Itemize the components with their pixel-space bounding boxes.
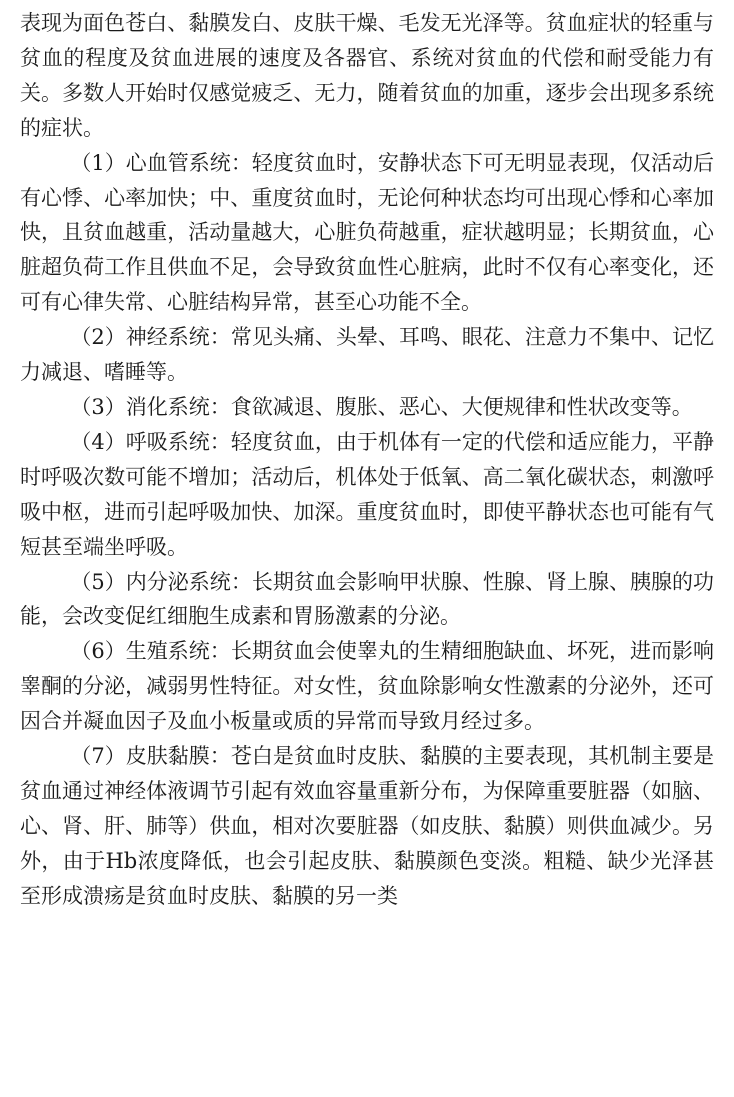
paragraph-nervous: （2）神经系统：常见头痛、头晕、耳鸣、眼花、注意力不集中、记忆力减退、嗜睡等。 [20,325,714,385]
paragraph-reproductive: （6）生殖系统：长期贫血会使睾丸的生精细胞缺血、坏死，进而影响睾酮的分泌，减弱男性特征。对女性，贫血除影响女性激素的分泌外，还可因合并凝血因子及血小板量或质的异常而导致月经过多。 [20,639,714,734]
paragraph-endocrine: （5）内分泌系统：长期贫血会影响甲状腺、性腺、肾上腺、胰腺的功能，会改变促红细胞生成素和胃肠激素的分泌。 [20,569,714,629]
paragraph-digestive: （3）消化系统：食欲减退、腹胀、恶心、大便规律和性状改变等。 [70,394,693,419]
paragraph-respiratory: （4）呼吸系统：轻度贫血，由于机体有一定的代偿和适应能力，平静时呼吸次数可能不增加；活动后，机体处于低氧、高二氧化碳状态，刺激呼吸中枢，进而引起呼吸加快、加深。重度贫血时，即使平静状态也可能有气短甚至端坐呼吸。 [20,429,714,559]
paragraph-continuation: 表现为面色苍白、黏膜发白、皮肤干燥、毛发无光泽等。贫血症状的轻重与贫血的程度及贫血进展的速度及各器官、系统对贫血的代偿和耐受能力有关。多数人开始时仅感觉疲乏、无力，随着贫血的加重，逐步会出现多系统的症状。 [20,11,714,140]
paragraph-cardiovascular: （1）心血管系统：轻度贫血时，安静状态下可无明显表现，仅活动后有心悸、心率加快；中、重度贫血时，无论何种状态均可出现心悸和心率加快，且贫血越重，活动量越大，心脏负荷越重，症状越明显；长期贫血，心脏超负荷工作且供血不足，会导致贫血性心脏病，此时不仅有心率变化，还可有心律失常、心脏结构异常，甚至心功能不全。 [20,150,714,315]
paragraph-skin-mucosa: （7）皮肤黏膜：苍白是贫血时皮肤、黏膜的主要表现，其机制主要是贫血通过神经体液调节引起有效血容量重新分布，为保障重要脏器（如脑、心、肾、肝、肺等）供血，相对次要脏器（如皮肤、黏膜）则供血减少。另外，由于Hb浓度降低，也会引起皮肤、黏膜颜色变淡。粗糙、缺少光泽甚至形成溃疡是贫血时皮肤、黏膜的另一类 [20,744,714,908]
